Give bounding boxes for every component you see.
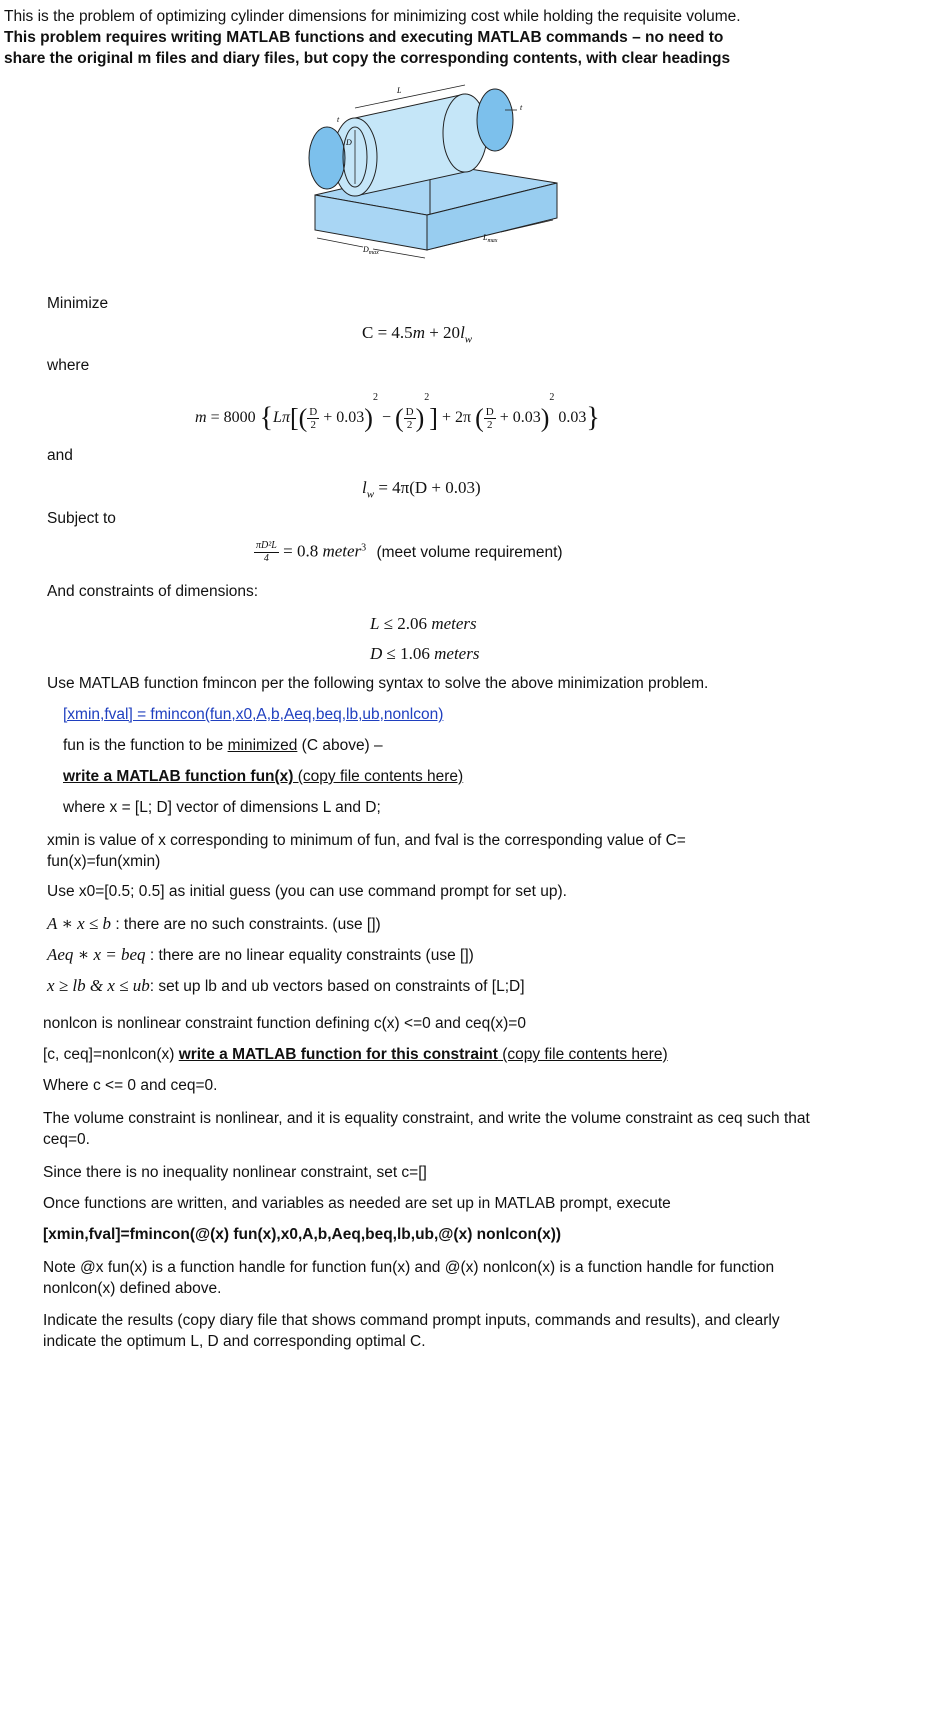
L-constraint: L ≤ 2.06 meters	[370, 614, 477, 633]
where-x-text: where x = [L; D] vector of dimensions L and D;	[63, 799, 381, 816]
where-c-text: Where c <= 0 and ceq=0.	[43, 1077, 218, 1094]
label-where: where	[47, 357, 90, 374]
label-subject-to: Subject to	[47, 510, 116, 527]
fun-description: fun is the function to be minimized (C above) –	[63, 737, 383, 754]
label-D: D	[346, 138, 352, 147]
volume-constraint: $\frac{\text{πD²L}}{4}$ = 0.8 meter$^3$ (meet volume requirement)	[256, 540, 563, 564]
intro-bold: This problem requires writing MATLAB functions and executing MATLAB commands – no need to share the original m files and diary files, but copy the corresponding contents, with clear headings	[4, 29, 731, 67]
label-Lmax: L	[483, 233, 488, 242]
svg-text:Lmax: $L_{max}$	[483, 233, 498, 244]
volume-constraint-text: The volume constraint is nonlinear, and it is equality constraint, and write the volume constraint as ceq such that ceq=0.	[43, 1110, 810, 1148]
label-constraints: And constraints of dimensions:	[47, 583, 259, 600]
D-constraint: D ≤ 1.06 meters	[370, 644, 480, 663]
fmincon-syntax-link[interactable]: [xmin,fval] = fmincon(fun,x0,A,b,Aeq,beq,lb,ub,nonlcon)	[63, 706, 444, 723]
lb-ub-text: x ≥ lb & x ≤ ub: set up lb and ub vectors based on constraints of [L;D]	[47, 976, 525, 995]
label-and: and	[47, 447, 73, 464]
note-text: Note @x fun(x) is a function handle for function fun(x) and @(x) nonlcon(x) is a function handle for function nonlcon(x) defined above.	[43, 1259, 775, 1297]
intro-paragraph	[4, 6, 764, 69]
xmin-description: xmin is value of x corresponding to minimum of fun, and fval is the corresponding value of C= fun(x)=fun(xmin)	[47, 832, 686, 870]
nonlcon-definition: nonlcon is nonlinear constraint function defining c(x) <=0 and ceq(x)=0	[43, 1015, 526, 1032]
aeq-text: Aeq ∗ x = beq : there are no linear equality constraints (use [])	[47, 945, 474, 964]
use-fmincon-text: Use MATLAB function fmincon per the following syntax to solve the above minimization problem.	[47, 675, 709, 692]
ceq-instruction: [c, ceq]=nonlcon(x) write a MATLAB function for this constraint (copy file contents here)	[43, 1046, 668, 1063]
cost-equation: $C = 4.5m + 20l_w$	[362, 323, 473, 346]
label-Dmax: D	[363, 245, 369, 254]
exec-command: [xmin,fval]=fmincon(@(x) fun(x),x0,A,b,Aeq,beq,lb,ub,@(x) nonlcon(x))	[43, 1226, 562, 1243]
write-fun-instruction: write a MATLAB function fun(x) (copy file contents here)	[63, 768, 464, 785]
cylinder-figure	[305, 80, 565, 280]
mass-equation: m = 8000 {Lπ[( $\frac{D}{2}$ + 0.03)$^2$ − ( $\frac{D}{2}$ )$^2$] + 2π ( $\frac{D}{2}$ + 0.03)$^2$ 0.03}	[195, 392, 600, 434]
label-minimize: Minimize	[47, 295, 109, 312]
end-cap-left	[309, 127, 345, 189]
svg-text:Dmax: $D_{max}$	[363, 245, 379, 256]
label-L: L	[397, 86, 402, 95]
intro-lead: This is the problem of optimizing cylinder dimensions for minimizing cost while holding the requisite volume.	[4, 8, 741, 25]
label-t-left: t	[337, 115, 340, 124]
x0-text: Use x0=[0.5; 0.5] as initial guess (you can use command prompt for set up).	[47, 883, 567, 900]
label-t-right: t	[520, 103, 523, 112]
since-text: Since there is no inequality nonlinear constraint, set c=[]	[43, 1164, 427, 1181]
end-cap-right	[477, 89, 513, 151]
axb-text: A ∗ x ≤ b : there are no such constraints. (use [])	[47, 914, 381, 933]
indicate-text: Indicate the results (copy diary file that shows command prompt inputs, commands and results), and clearly indicate the optimum L, D and corresponding optimal C.	[43, 1312, 780, 1350]
lw-equation: $l_w = 4\pi(D + 0.03)$	[362, 478, 481, 501]
once-text: Once functions are written, and variables as needed are set up in MATLAB prompt, execute	[43, 1195, 671, 1212]
